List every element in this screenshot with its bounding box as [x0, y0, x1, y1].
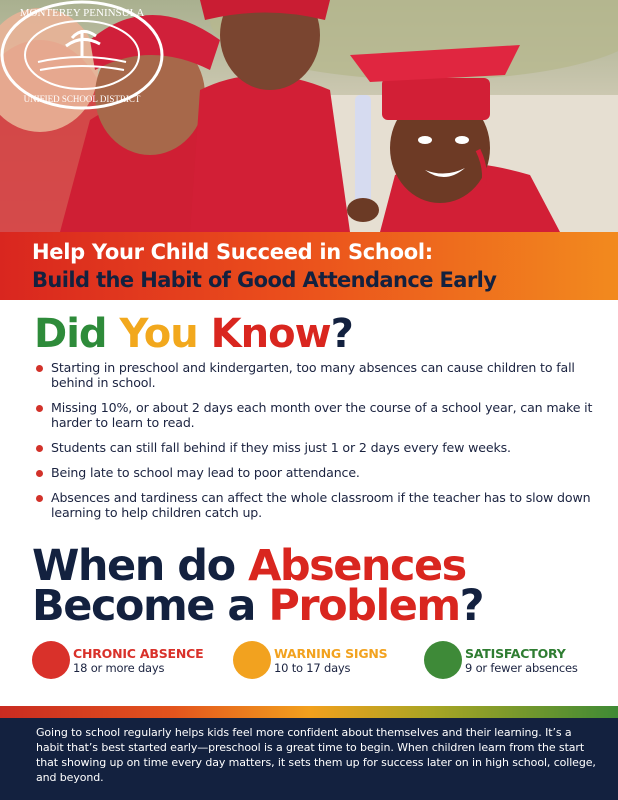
list-item	[36, 360, 596, 390]
status-title: SATISFACTORY	[465, 646, 566, 661]
bullet-icon	[36, 365, 43, 372]
heading-line-1: When do Absences	[32, 541, 466, 591]
bullet-icon	[36, 495, 43, 502]
status-subtitle: 18 or more days	[73, 661, 165, 675]
headline-line-1: Help Your Child Succeed in School:	[32, 240, 433, 264]
svg-text:MONTEREY PENINSULA: MONTEREY PENINSULA	[19, 7, 145, 19]
did-you-know-heading	[34, 308, 353, 360]
fact-text: Being late to school may lead to poor attendance.	[51, 465, 360, 480]
orange-circle-icon	[233, 641, 271, 679]
footer-text: Going to school regularly helps kids feel more confident about themselves and their learning. It’s a habit that’s best started early—preschool is a great time to begin. When children learn from the start that showing up on time every day matters, it sets them up for success later on in high school, college, and beyond.	[36, 726, 596, 784]
fact-text: Absences and tardiness can affect the whole classroom if the teacher has to slow down learning to help children catch up.	[51, 490, 591, 520]
heading-word-know: Know	[210, 311, 331, 357]
bullet-icon	[36, 445, 43, 452]
district-logo	[0, 0, 164, 110]
fact-text: Missing 10%, or about 2 days each month over the course of a school year, can make it harder to learn to read.	[51, 400, 593, 430]
green-circle-icon	[424, 641, 462, 679]
heading-line-2: Become a Problem?	[32, 581, 484, 631]
svg-text:UNIFIED SCHOOL DISTRICT: UNIFIED SCHOOL DISTRICT	[23, 94, 141, 104]
bullet-icon	[36, 405, 43, 412]
list-item	[36, 400, 596, 430]
status-title: CHRONIC ABSENCE	[73, 646, 204, 661]
fact-text: Students can still fall behind if they miss just 1 or 2 days every few weeks.	[51, 440, 511, 455]
list-item	[36, 440, 596, 455]
red-circle-icon	[32, 641, 70, 679]
status-title: WARNING SIGNS	[274, 646, 388, 661]
list-item	[36, 465, 596, 480]
heading-word-did: Did	[34, 311, 107, 357]
heading-word-you: You	[119, 311, 198, 357]
footer-panel	[0, 718, 618, 800]
heading-question-mark: ?	[330, 311, 353, 357]
status-subtitle: 10 to 17 days	[274, 661, 351, 675]
hero-photo	[0, 0, 618, 232]
facts-list	[36, 360, 596, 530]
color-stripe	[0, 706, 618, 718]
bullet-icon	[36, 470, 43, 477]
list-item	[36, 490, 596, 520]
status-subtitle: 9 or fewer absences	[465, 661, 578, 675]
headline-banner	[0, 232, 618, 300]
absences-problem-heading	[32, 541, 592, 631]
fact-text: Starting in preschool and kindergarten, too many absences can cause children to fall behind in school.	[51, 360, 575, 390]
headline-line-2: Build the Habit of Good Attendance Early	[32, 268, 497, 292]
